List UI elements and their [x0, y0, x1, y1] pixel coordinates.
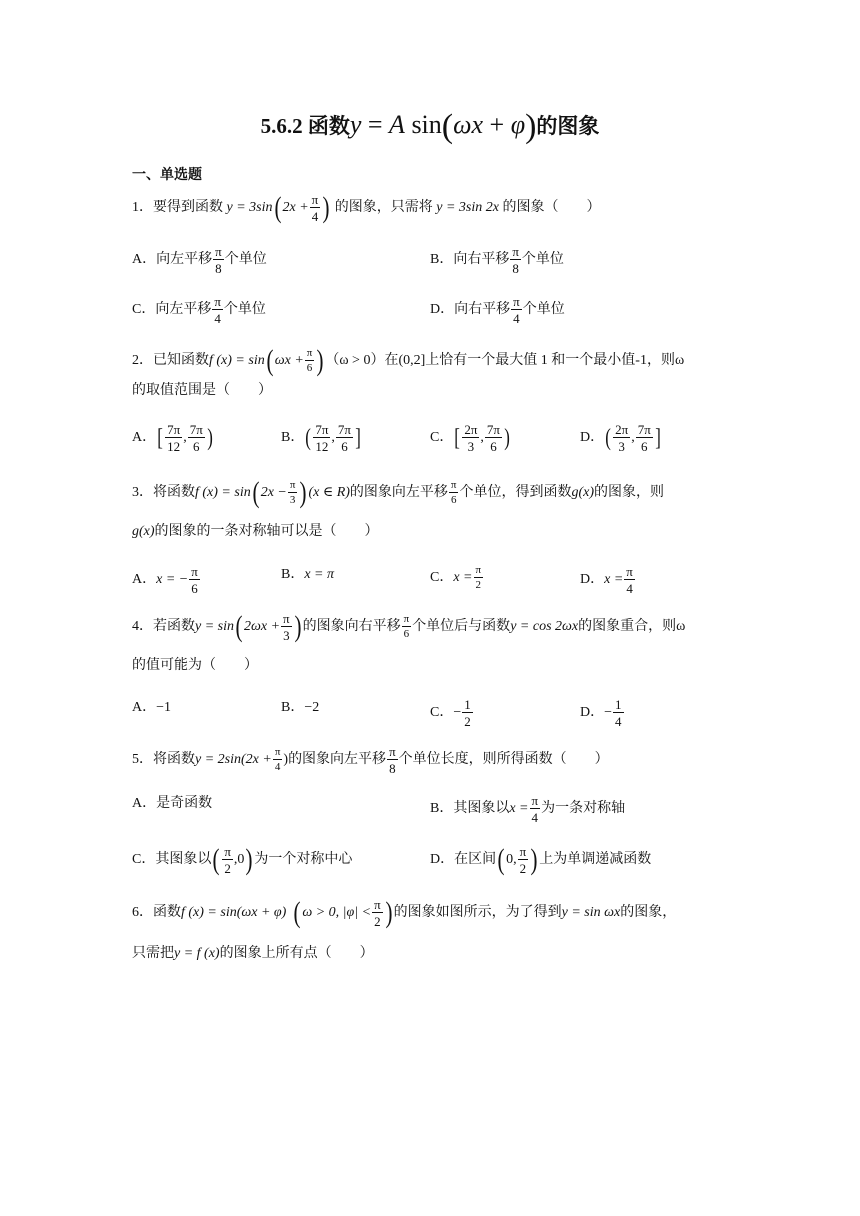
- question-3: 3．将函数f (x) = sin( 2x − $\frac{\pi}{3}$ ) (x ∈ R)的图象向左平移 $\frac{\pi}{6}$ 个单位，得到函数g(x)的图象，则: [132, 476, 665, 509]
- q3-option-d: D．x = $\frac{\pi}{4}$: [580, 564, 633, 596]
- q1-option-d: D．向右平移 $\frac{\pi}{4}$ 个单位: [430, 294, 565, 326]
- q3-option-c: C．x = $\frac{\pi}{2}$: [430, 564, 482, 591]
- q3-option-a: A．x = − $\frac{\pi}{6}$: [132, 564, 198, 596]
- q4-option-d: D．− $\frac{1}{4}$: [580, 697, 622, 729]
- q4-option-c: C．− $\frac{1}{2}$: [430, 697, 471, 729]
- q5-option-a: A．是奇函数: [132, 796, 213, 811]
- q2-option-d: D．( $\frac{2\pi}{3}$ , $\frac{7\pi}{6}$ ]: [580, 422, 661, 454]
- q2-option-c: C．[ $\frac{2\pi}{3}$ , $\frac{7\pi}{6}$ ): [430, 422, 510, 454]
- question-2: 2．已知函数f (x) = sin( ωx + $\frac{\pi}{6}$ ) （ω > 0）在(0,2]上恰有一个最大值 1 和一个最小值-1，则ω: [132, 344, 685, 377]
- question-6-line-2: 只需把y = f (x)的图象上所有点（ ）: [132, 946, 374, 961]
- q2-option-b: B．( $\frac{7\pi}{12}$ , $\frac{7\pi}{6}$ ]: [281, 422, 361, 454]
- question-3-line-2: g(x)的图象的一条对称轴可以是（ ）: [132, 524, 379, 539]
- q3-option-b: B．x = π: [281, 567, 335, 582]
- question-5: 5．将函数y = 2sin(2x + $\frac{\pi}{4}$ )的图象向左平移 $\frac{\pi}{8}$ 个单位长度，则所得函数（ ）: [132, 744, 609, 776]
- q1-option-b: B．向右平移 $\frac{\pi}{8}$ 个单位: [430, 244, 564, 276]
- q2-option-a: A．[ $\frac{7\pi}{12}$ , $\frac{7\pi}{6}$ ): [132, 422, 213, 454]
- question-4: 4．若函数y = sin( 2ωx + $\frac{\pi}{3}$ ) 的图象向右平移 $\frac{\pi}{6}$ 个单位后与函数y = cos 2ωx的图象重合，则ω: [132, 610, 686, 643]
- q5-option-b: B．其图象以x = $\frac{\pi}{4}$ 为一条对称轴: [430, 793, 626, 825]
- q4-option-a: A．−1: [132, 700, 172, 715]
- q4-option-b: B．−2: [281, 700, 320, 715]
- page-title: 5.6.2 函数y = A sin(ωx + φ)的图象: [260, 108, 600, 145]
- q1-option-c: C．向左平移 $\frac{\pi}{4}$ 个单位: [132, 294, 266, 326]
- section-heading: 一、单选题: [132, 168, 202, 183]
- q5-option-d: D．在区间( 0, $\frac{\pi}{2}$ ) 上为单调递减函数: [430, 843, 652, 876]
- q5-option-c: C．其图象以( $\frac{\pi}{2}$ ,0) 为一个对称中心: [132, 843, 353, 876]
- question-1: 1．要得到函数 y = 3sin( 2x + $\frac{\pi}{4}$ ) 的图象，只需将 y = 3sin 2x 的图象（ ）: [132, 191, 601, 224]
- q1-option-a: A．向左平移 $\frac{\pi}{8}$ 个单位: [132, 244, 267, 276]
- question-6: 6．函数f (x) = sin(ωx + φ) ( ω > 0, |φ| < $\frac{\pi}{2}$ ) 的图象如图所示，为了得到y = sin ωx的图象，: [132, 896, 677, 929]
- question-4-line-2: 的值可能为（ ）: [132, 658, 258, 673]
- question-2-line-2: 的取值范围是（ ）: [132, 383, 272, 398]
